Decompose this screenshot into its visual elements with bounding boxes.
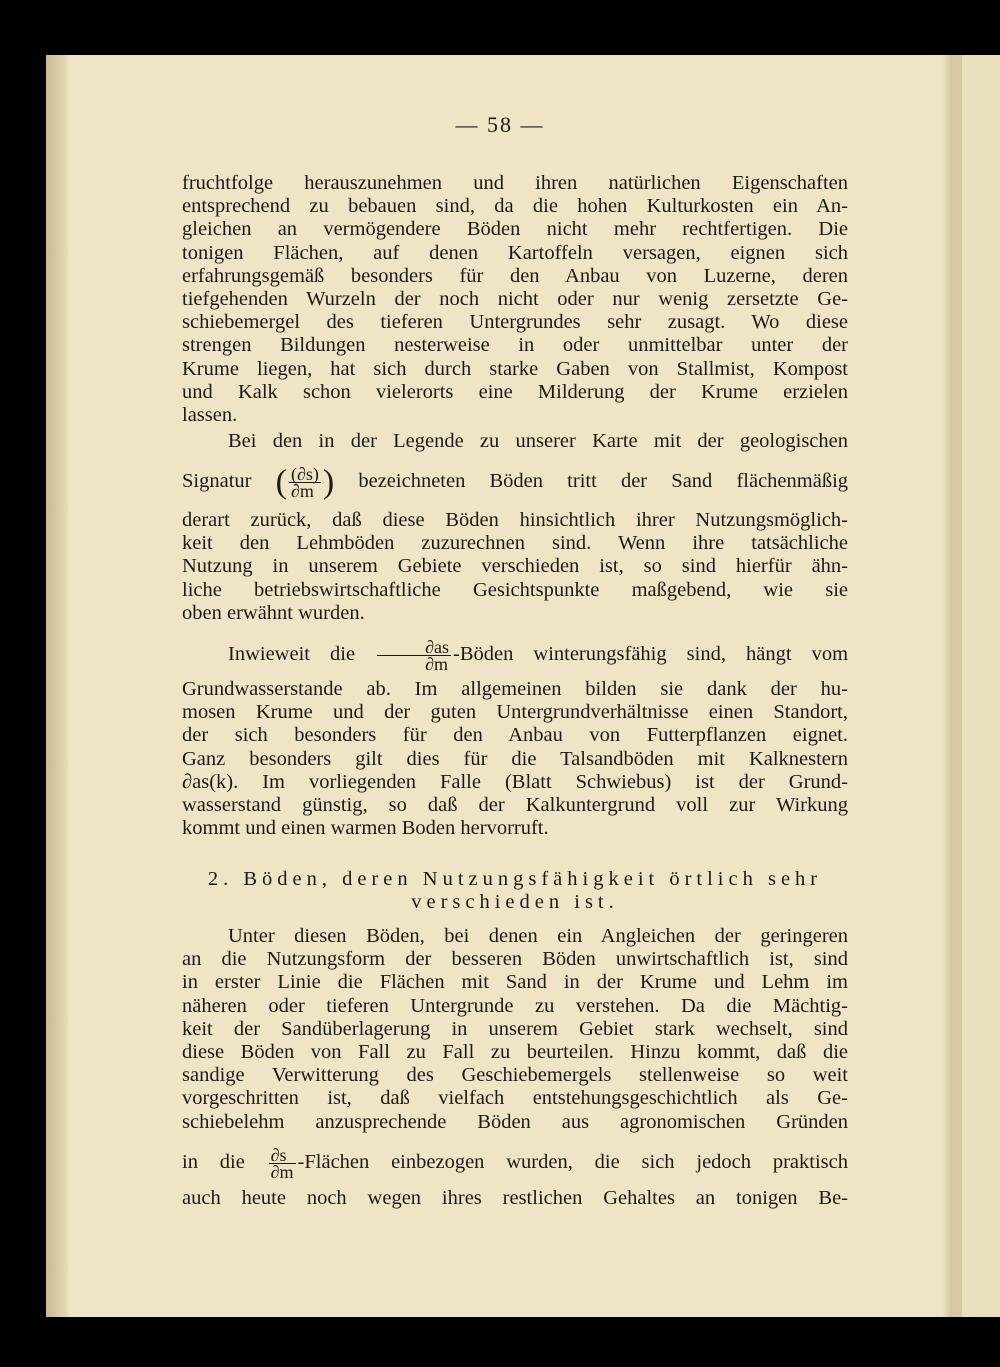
text-line: näheren oder tieferen Untergrunde zu verstehen. Da die Mächtig- — [182, 994, 848, 1017]
text-line: tonigen Flächen, auf denen Kartoffeln versagen, eignen sich — [182, 241, 848, 264]
text-segment: in die — [182, 1151, 245, 1173]
text-line: Nutzung in unserem Gebiete verschieden ist, so sind hierfür ähn- — [182, 555, 848, 578]
text-line: in erster Linie die Flächen mit Sand in der Krume und Lehm im — [182, 971, 848, 994]
text-line: und Kalk schon vielerorts eine Milderung der Krume erzielen — [182, 380, 848, 403]
text-line: gleichen an vermögendere Böden nicht mehr rechtfertigen. Die — [182, 218, 848, 241]
ds-fraction — [269, 1144, 296, 1182]
page-number: — 58 — — [455, 112, 545, 137]
text-line: strengen Bildungen nesterweise in oder unmittelbar unter der — [182, 334, 848, 357]
text-line: schiebemergel des tieferen Untergrundes sehr zusagt. Wo diese — [182, 311, 848, 334]
text-line: ∂as(k). Im vorliegenden Falle (Blatt Schwiebus) ist der Grund- — [182, 770, 848, 793]
text-line: diese Böden von Fall zu Fall zu beurteilen. Hinzu kommt, daß die — [182, 1041, 848, 1064]
fraction-numerator: (∂s) — [290, 463, 319, 484]
paragraph-2-rest — [182, 509, 848, 625]
text-line: derart zurück, daß diese Böden hinsichtlich ihrer Nutzungsmöglich- — [182, 509, 848, 531]
text-line: keit der Sandüberlagerung in unserem Gebiet stark wechselt, sind — [182, 1017, 848, 1040]
text-segment: -Flächen einbezogen wurden, die sich jedoch praktisch — [297, 1151, 848, 1173]
fraction-numerator: ∂s — [269, 1147, 296, 1164]
text-line: lassen. — [182, 404, 238, 427]
fraction-numerator: ∂as — [377, 639, 451, 656]
text-line: Ganz besonders gilt dies für die Talsandböden mit Kalknestern — [182, 747, 848, 770]
paragraph-2 — [182, 430, 848, 453]
text-line: wasserstand günstig, so daß der Kalkuntergrund voll zur Wirkung — [182, 794, 848, 817]
section-heading — [182, 868, 848, 914]
text-line: der sich besonders für den Anbau von Futterpflanzen eignet. — [182, 724, 848, 747]
signature-line — [182, 458, 848, 505]
page-edge — [952, 55, 962, 1317]
paragraph-1 — [182, 172, 848, 427]
text-line: tiefgehenden Wurzeln der noch nicht oder nur wenig zersetzte Ge- — [182, 288, 848, 311]
text-line: Grundwasserstande ab. Im allgemeinen bilden sie dank der hu- — [182, 678, 848, 700]
text-line: erfahrungsgemäß besonders für den Anbau von Luzerne, deren — [182, 264, 848, 287]
text-line: fruchtfolge herauszunehmen und ihren natürlichen Eigenschaften — [182, 172, 848, 194]
fraction-denominator: ∂m — [425, 653, 449, 674]
heading-line: verschieden ist. — [411, 891, 619, 913]
signature-fraction — [289, 463, 321, 501]
paragraph-3-first — [182, 634, 848, 674]
text-segment: -Böden winterungsfähig sind, hängt vom — [453, 643, 849, 665]
signature-label: Signatur — [182, 470, 252, 492]
paragraph-4-fraction-line — [182, 1142, 848, 1182]
text-line: keit den Lehmböden zuzurechnen sind. Wenn ihre tatsächliche — [182, 532, 848, 555]
next-page-edge — [962, 55, 1000, 1317]
text-line: Bei den in der Legende zu unserer Karte mit der geologischen — [228, 430, 848, 452]
paragraph-4 — [182, 925, 848, 1134]
heading-line: 2. Böden, deren Nutzungsfähigkeit örtlich sehr — [207, 868, 823, 890]
text-line: Unter diesen Böden, bei denen ein Angleichen der geringeren — [228, 925, 848, 947]
text-line: an die Nutzungsform der besseren Böden unwirtschaftlich ist, sind — [182, 948, 848, 971]
text-line: Krume liegen, hat sich durch starke Gaben von Stallmist, Kompost — [182, 357, 848, 380]
text-line: entsprechend zu bebauen sind, da die hohen Kulturkosten ein An- — [182, 195, 848, 218]
paragraph-3-rest — [182, 678, 848, 840]
das-fraction — [377, 636, 451, 674]
right-paren: ) — [322, 463, 335, 501]
text-line: sandige Verwitterung des Geschiebemergels stellenweise so weit — [182, 1064, 848, 1087]
text-line: mosen Krume und der guten Untergrundverhältnisse einen Standort, — [182, 701, 848, 724]
text-line: auch heute noch wegen ihres restlichen Gehaltes an tonigen Be- — [182, 1187, 848, 1209]
text-line: schiebelehm anzusprechende Böden aus agronomischen Gründen — [182, 1110, 848, 1133]
text-line: oben erwähnt wurden. — [182, 601, 365, 624]
text-line: liche betriebswirtschaftliche Gesichtspunkte maßgebend, wie sie — [182, 578, 848, 601]
text-line: kommt und einen warmen Boden hervorruft. — [182, 817, 549, 840]
fraction-denominator: ∂m — [290, 480, 314, 501]
text-segment: Inwieweit die — [228, 643, 356, 665]
paragraph-4-last — [182, 1187, 848, 1210]
fraction-denominator: ∂m — [270, 1161, 294, 1182]
text-line: vorgeschritten ist, daß vielfach entstehungsgeschichtlich als Ge- — [182, 1087, 848, 1110]
text-segment: bezeichneten Böden tritt der Sand flächenmäßig — [358, 470, 849, 492]
left-paren: ( — [275, 463, 287, 501]
